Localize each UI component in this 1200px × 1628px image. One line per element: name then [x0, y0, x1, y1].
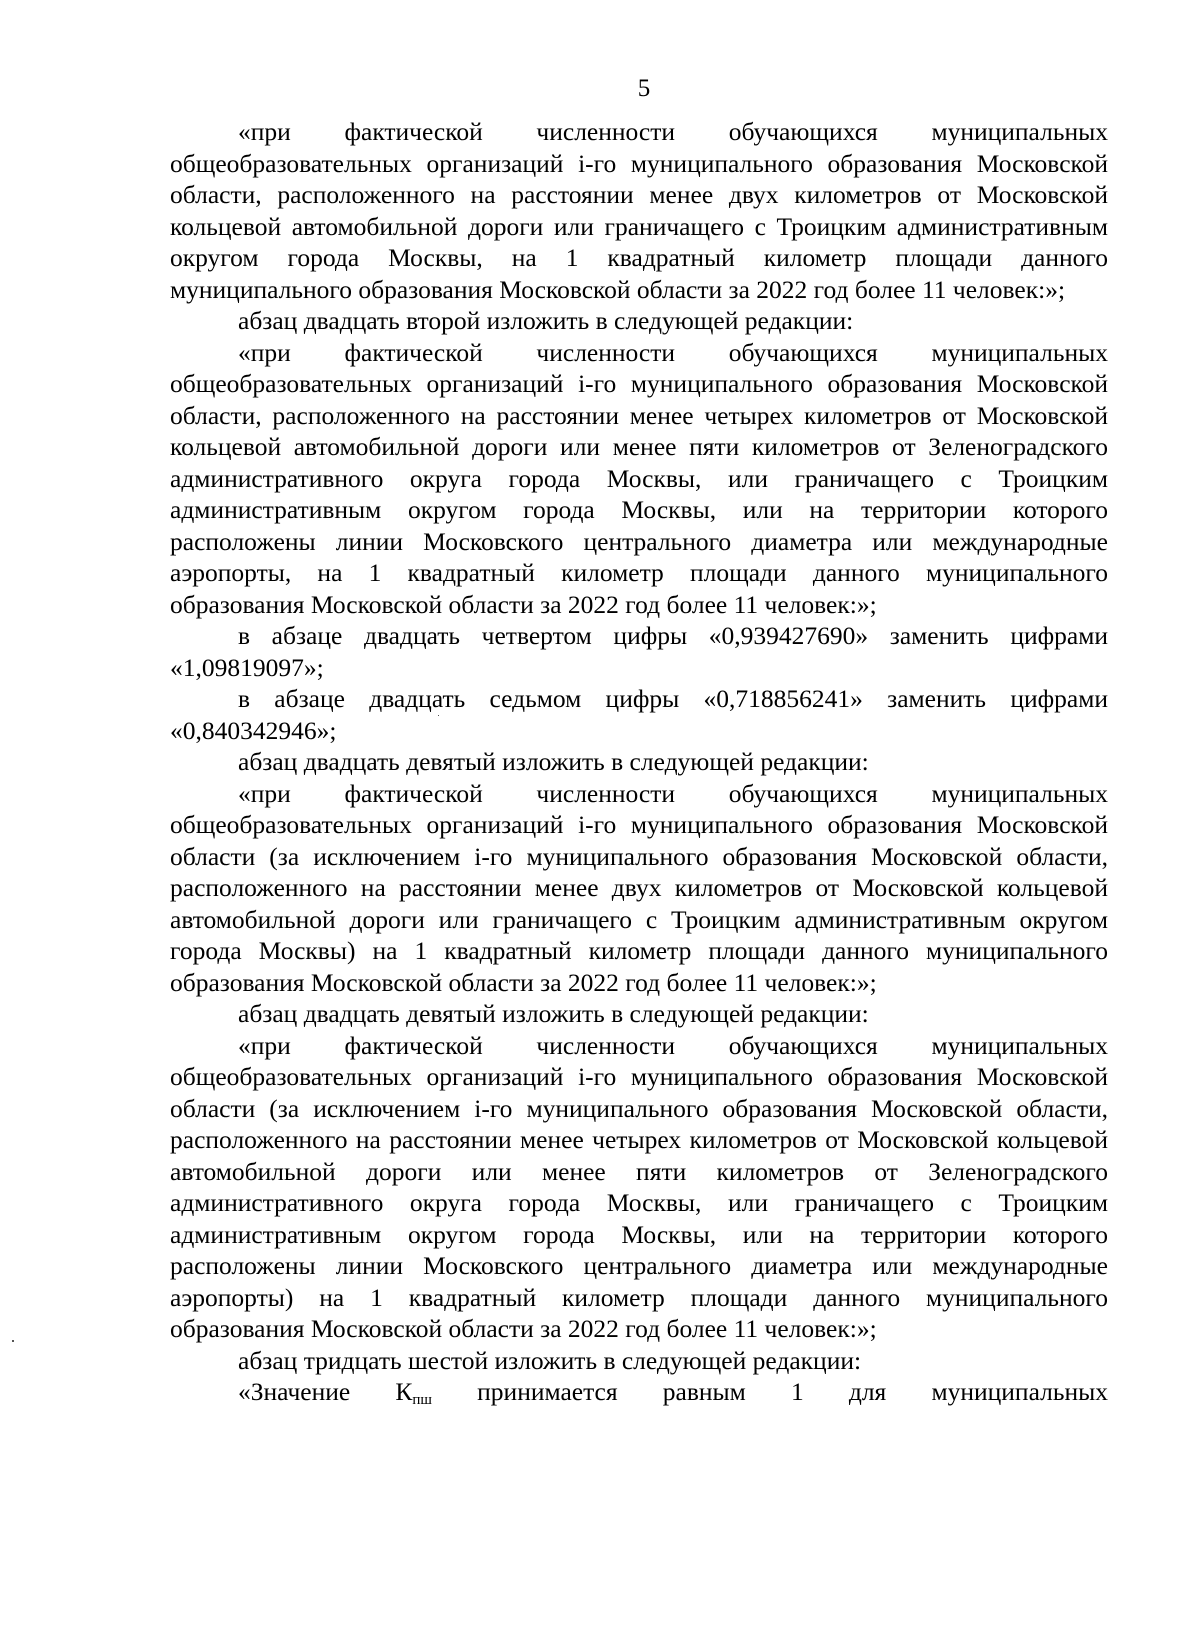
- last-line-before: «Значение К: [238, 1377, 413, 1406]
- paragraph-9: «при фактической численности обучающихся муниципальных общеобразовательных организаций i-го муниципального образования Московской области (за исключением i-го муниципального образования Московской области, расположенного на расстоянии менее четырех километров от Московской кольцевой автомобильной дороги или менее пяти километров от Зеленоградского административного округа города Москвы, или граничащего с Троицким административным округом города Москвы, или на территории которого расположены линии Московского центрального диаметра или международные аэропорты) на 1 квадратный километр площади данного муниципального образования Московской области за 2022 год более 11 человек:»;: [170, 1030, 1108, 1343]
- scan-speck: [438, 715, 439, 716]
- paragraph-7: «при фактической численности обучающихся муниципальных общеобразовательных организаций i-го муниципального образования Московской области (за исключением i-го муниципального образования Московской области, расположенного на расстоянии менее двух километров от Московской кольцевой автомобильной дороги или граничащего с Троицким административным округом города Москвы) на 1 квадратный километр площади данного муниципального образования Московской области за 2022 год более 11 человек:»;: [170, 778, 1108, 997]
- paragraph-6: абзац двадцать девятый изложить в следующей редакции:: [238, 747, 869, 776]
- page-number: 5: [637, 75, 651, 102]
- last-line-after: принимается равным 1 для муниципальных: [431, 1377, 1109, 1406]
- coefficient-subscript: пш: [412, 1392, 432, 1408]
- document-body: [170, 116, 1108, 1408]
- scan-speck: [12, 1340, 14, 1342]
- paragraph-5: в абзаце двадцать седьмом цифры «0,718856241» заменить цифрами «0,840342946»;: [170, 684, 1108, 745]
- paragraph-2: абзац двадцать второй изложить в следующей редакции:: [238, 306, 854, 335]
- paragraph-11: [170, 1376, 1108, 1408]
- paragraph-8: абзац двадцать девятый изложить в следующей редакции:: [238, 999, 869, 1028]
- paragraph-3: «при фактической численности обучающихся муниципальных общеобразовательных организаций i-го муниципального образования Московской области, расположенного на расстоянии менее четырех километров от Московской кольцевой автомобильной дороги или менее пяти километров от Зеленоградского административного округа города Москвы, или граничащего с Троицким административным округом города Москвы, или на территории которого расположены линии Московского центрального диаметра или международные аэропорты, на 1 квадратный километр площади данного муниципального образования Московской области за 2022 год более 11 человек:»;: [170, 337, 1108, 619]
- paragraph-10: абзац тридцать шестой изложить в следующей редакции:: [238, 1345, 862, 1375]
- paragraph-4: в абзаце двадцать четвертом цифры «0,939427690» заменить цифрами «1,09819097»;: [170, 621, 1108, 682]
- paragraph-1: «при фактической численности обучающихся муниципальных общеобразовательных организаций i-го муниципального образования Московской области, расположенного на расстоянии менее двух километров от Московской кольцевой автомобильной дороги или граничащего с Троицким административным округом города Москвы, на 1 квадратный километр площади данного муниципального образования Московской области за 2022 год более 11 человек:»;: [170, 117, 1108, 304]
